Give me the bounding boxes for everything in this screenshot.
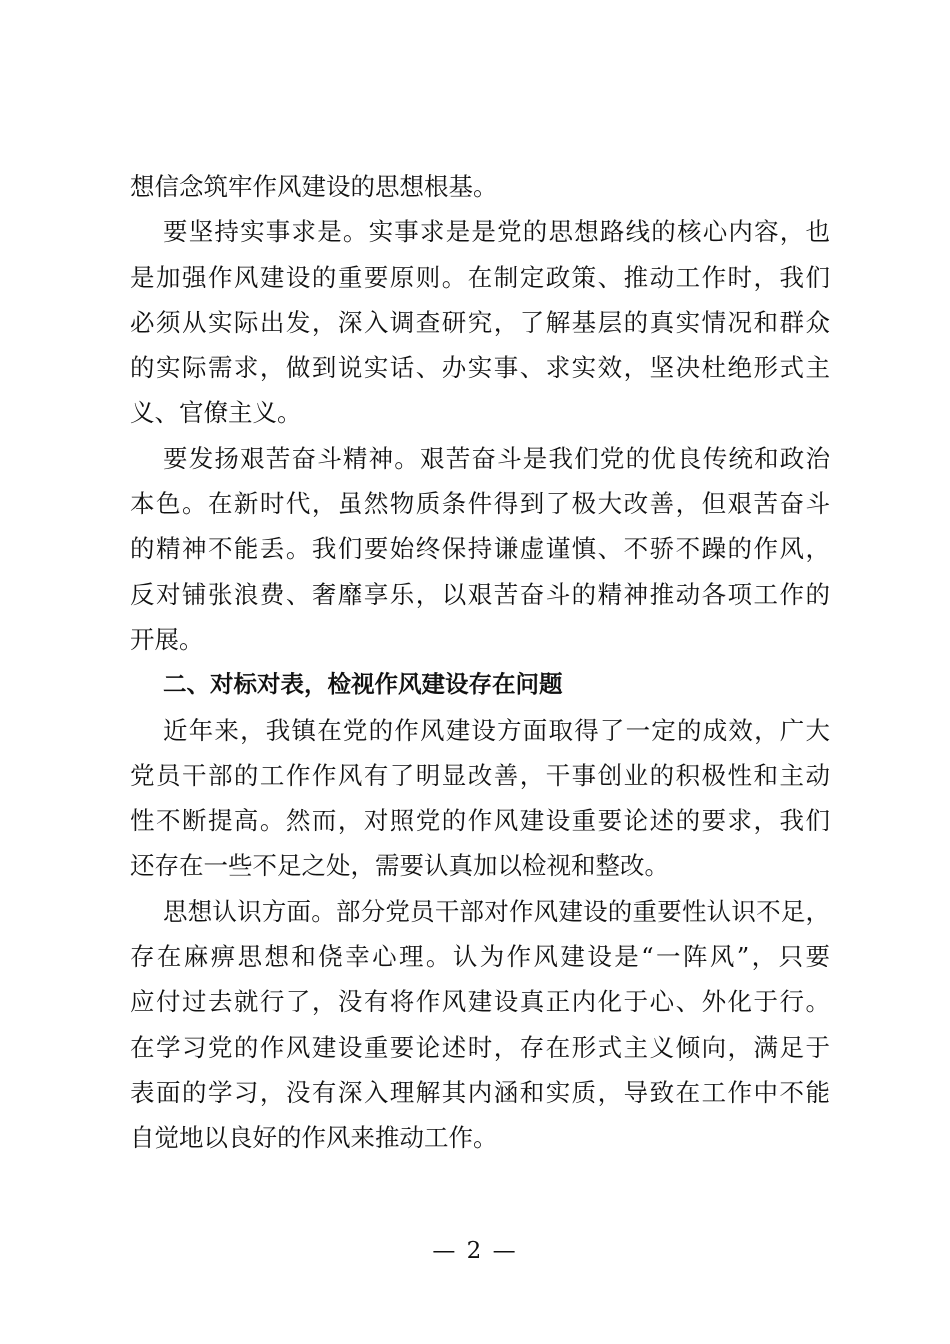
text-line: 存在麻痹思想和侥幸心理。认为作风建设是“一阵风”，只要: [130, 942, 830, 972]
text-line: 表面的学习，没有深入理解其内涵和实质，导致在工作中不能: [130, 1077, 830, 1107]
text-line: 开展。: [130, 624, 204, 654]
paragraph-start-line: 近年来，我镇在党的作风建设方面取得了一定的成效，广大: [163, 715, 830, 745]
paragraph-start-line: 要坚持实事求是。实事求是是党的思想路线的核心内容，也: [163, 217, 830, 247]
text-line: 还存在一些不足之处，需要认真加以检视和整改。: [130, 851, 669, 881]
paragraph-start-line: 要发扬艰苦奋斗精神。艰苦奋斗是我们党的优良传统和政治: [163, 443, 830, 473]
text-line: 是加强作风建设的重要原则。在制定政策、推动工作时，我们: [130, 262, 830, 292]
text-line: 本色。在新时代，虽然物质条件得到了极大改善，但艰苦奋斗: [130, 489, 830, 519]
text-line: 义、官僚主义。: [130, 398, 302, 428]
section-heading: 二、对标对表，检视作风建设存在问题: [163, 670, 563, 699]
text-line: 反对铺张浪费、奢靡享乐，以艰苦奋斗的精神推动各项工作的: [130, 579, 830, 609]
text-line: 党员干部的工作作风有了明显改善，干事创业的积极性和主动: [130, 760, 830, 790]
text-line: 必须从实际出发，深入调查研究，了解基层的真实情况和群众: [130, 307, 830, 337]
text-line: 的实际需求，做到说实话、办实事、求实效，坚决杜绝形式主: [130, 353, 830, 383]
text-line: 自觉地以良好的作风来推动工作。: [130, 1123, 498, 1153]
text-line: 应付过去就行了，没有将作风建设真正内化于心、外化于行。: [130, 987, 830, 1017]
text-line: 的精神不能丢。我们要始终保持谦虚谨慎、不骄不躁的作风，: [130, 534, 830, 564]
paragraph-start-line: 思想认识方面。部分党员干部对作风建设的重要性认识不足，: [163, 896, 830, 926]
text-line: 在学习党的作风建设重要论述时，存在形式主义倾向，满足于: [130, 1032, 830, 1062]
text-line: 想信念筑牢作风建设的思想根基。: [130, 172, 498, 201]
page-number: — 2 —: [432, 1238, 518, 1264]
text-line: 性不断提高。然而，对照党的作风建设重要论述的要求，我们: [130, 806, 830, 836]
document-body: [130, 164, 830, 1161]
